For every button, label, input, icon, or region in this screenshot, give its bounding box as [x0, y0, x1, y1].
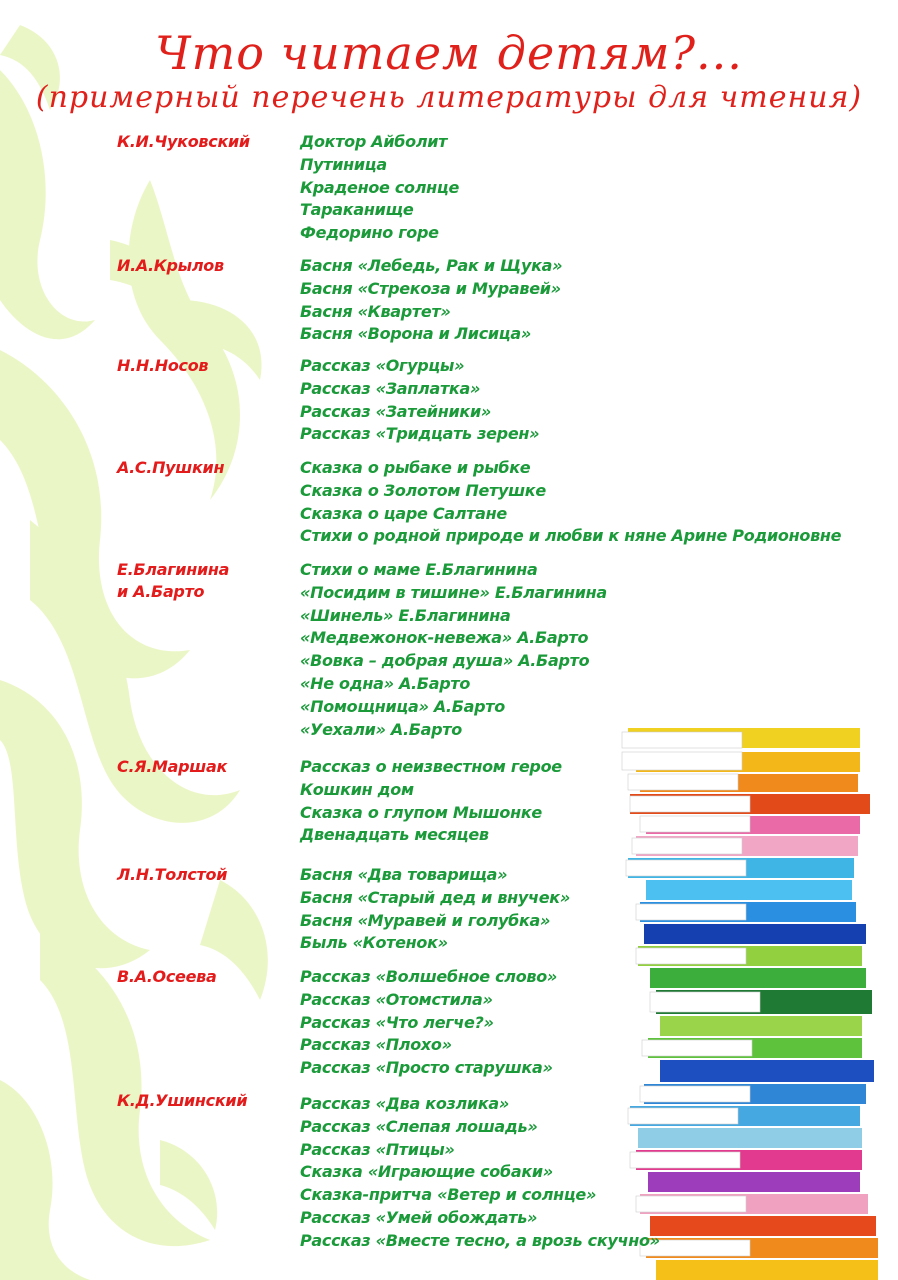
works-list — [300, 457, 841, 548]
work-item: Кошкин дом — [300, 779, 414, 799]
work-item: Басня «Два товарища» — [300, 865, 508, 884]
work-item: Рассказ «Заплатка» — [300, 378, 481, 398]
works-list — [300, 864, 570, 955]
work-item: «Посидим в тишине» Е.Благинина — [300, 582, 607, 602]
author-name: Е.Благинина и А.Барто — [117, 560, 230, 601]
work-item: Рассказ «Птицы» — [300, 1139, 455, 1159]
work-item: Доктор Айболит — [300, 132, 448, 151]
work-item: Путиница — [300, 154, 387, 174]
author-name: С.Я.Маршак — [117, 757, 228, 776]
works-list — [300, 559, 607, 741]
work-item: «Не одна» А.Барто — [300, 673, 471, 693]
works-list — [300, 966, 557, 1080]
works-list — [300, 1093, 660, 1253]
author-name: И.А.Крылов — [117, 256, 224, 275]
work-item: Краденое солнце — [300, 177, 460, 197]
work-item: Басня «Ворона и Лисица» — [300, 324, 531, 344]
work-item: Стихи о родной природе и любви к няне Арине Родионовне — [300, 526, 842, 546]
work-item: Рассказ «Что легче?» — [300, 1012, 494, 1032]
work-item: Сказка-притча «Ветер и солнце» — [300, 1185, 597, 1205]
page-subtitle: (примерный перечень литературы для чтения) — [35, 80, 863, 115]
work-item: «Вовка – добрая душа» А.Барто — [300, 651, 590, 671]
work-item: Рассказ «Два козлика» — [300, 1094, 509, 1113]
work-item: Рассказ «Умей обождать» — [300, 1207, 538, 1227]
work-item: Басня «Квартет» — [300, 301, 451, 321]
work-item: Стихи о маме Е.Благинина — [300, 560, 538, 579]
author-name: Н.Н.Носов — [117, 356, 209, 375]
floral-ornament-background — [0, 0, 330, 1280]
work-item: Быль «Котенок» — [300, 933, 448, 953]
work-item: Рассказ «Тридцать зерен» — [300, 424, 540, 444]
work-item: Тараканище — [300, 200, 414, 220]
work-item: «Шинель» Е.Благинина — [300, 605, 511, 625]
work-item: Рассказ о неизвестном герое — [300, 757, 562, 776]
works-list — [300, 255, 562, 346]
author-name: К.Д.Ушинский — [117, 1091, 248, 1110]
work-item: Басня «Старый дед и внучек» — [300, 887, 570, 907]
work-item: Сказка о Золотом Петушке — [300, 480, 546, 500]
works-list — [300, 756, 562, 847]
page-title: Что читаем детям?... — [155, 26, 743, 80]
author-name: В.А.Осеева — [117, 967, 217, 986]
work-item: Рассказ «Вместе тесно, а врозь скучно» — [300, 1230, 660, 1250]
author-name: А.С.Пушкин — [117, 458, 225, 477]
work-item: «Уехали» А.Барто — [300, 719, 462, 739]
work-item: Сказка о царе Салтане — [300, 503, 507, 523]
work-item: Сказка о рыбаке и рыбке — [300, 458, 531, 477]
work-item: Двенадцать месяцев — [300, 825, 489, 845]
work-item: Рассказ «Слепая лошадь» — [300, 1116, 538, 1136]
work-item: «Помощница» А.Барто — [300, 696, 505, 716]
work-item: Рассказ «Волшебное слово» — [300, 967, 558, 986]
author-name: К.И.Чуковский — [117, 132, 250, 151]
work-item: Рассказ «Просто старушка» — [300, 1058, 553, 1078]
work-item: «Медвежонок-невежа» А.Барто — [300, 628, 589, 648]
work-item: Басня «Муравей и голубка» — [300, 910, 551, 930]
author-name: Л.Н.Толстой — [117, 865, 228, 884]
work-item: Рассказ «Затейники» — [300, 401, 491, 421]
work-item: Басня «Стрекоза и Муравей» — [300, 278, 561, 298]
work-item: Федорино горе — [300, 223, 439, 243]
works-list — [300, 355, 539, 446]
work-item: Рассказ «Огурцы» — [300, 356, 465, 375]
work-item: Рассказ «Плохо» — [300, 1035, 452, 1055]
work-item: Сказка «Играющие собаки» — [300, 1162, 553, 1182]
works-list — [300, 131, 459, 245]
work-item: Сказка о глупом Мышонке — [300, 802, 542, 822]
work-item: Рассказ «Отомстила» — [300, 989, 493, 1009]
work-item: Басня «Лебедь, Рак и Щука» — [300, 256, 563, 275]
